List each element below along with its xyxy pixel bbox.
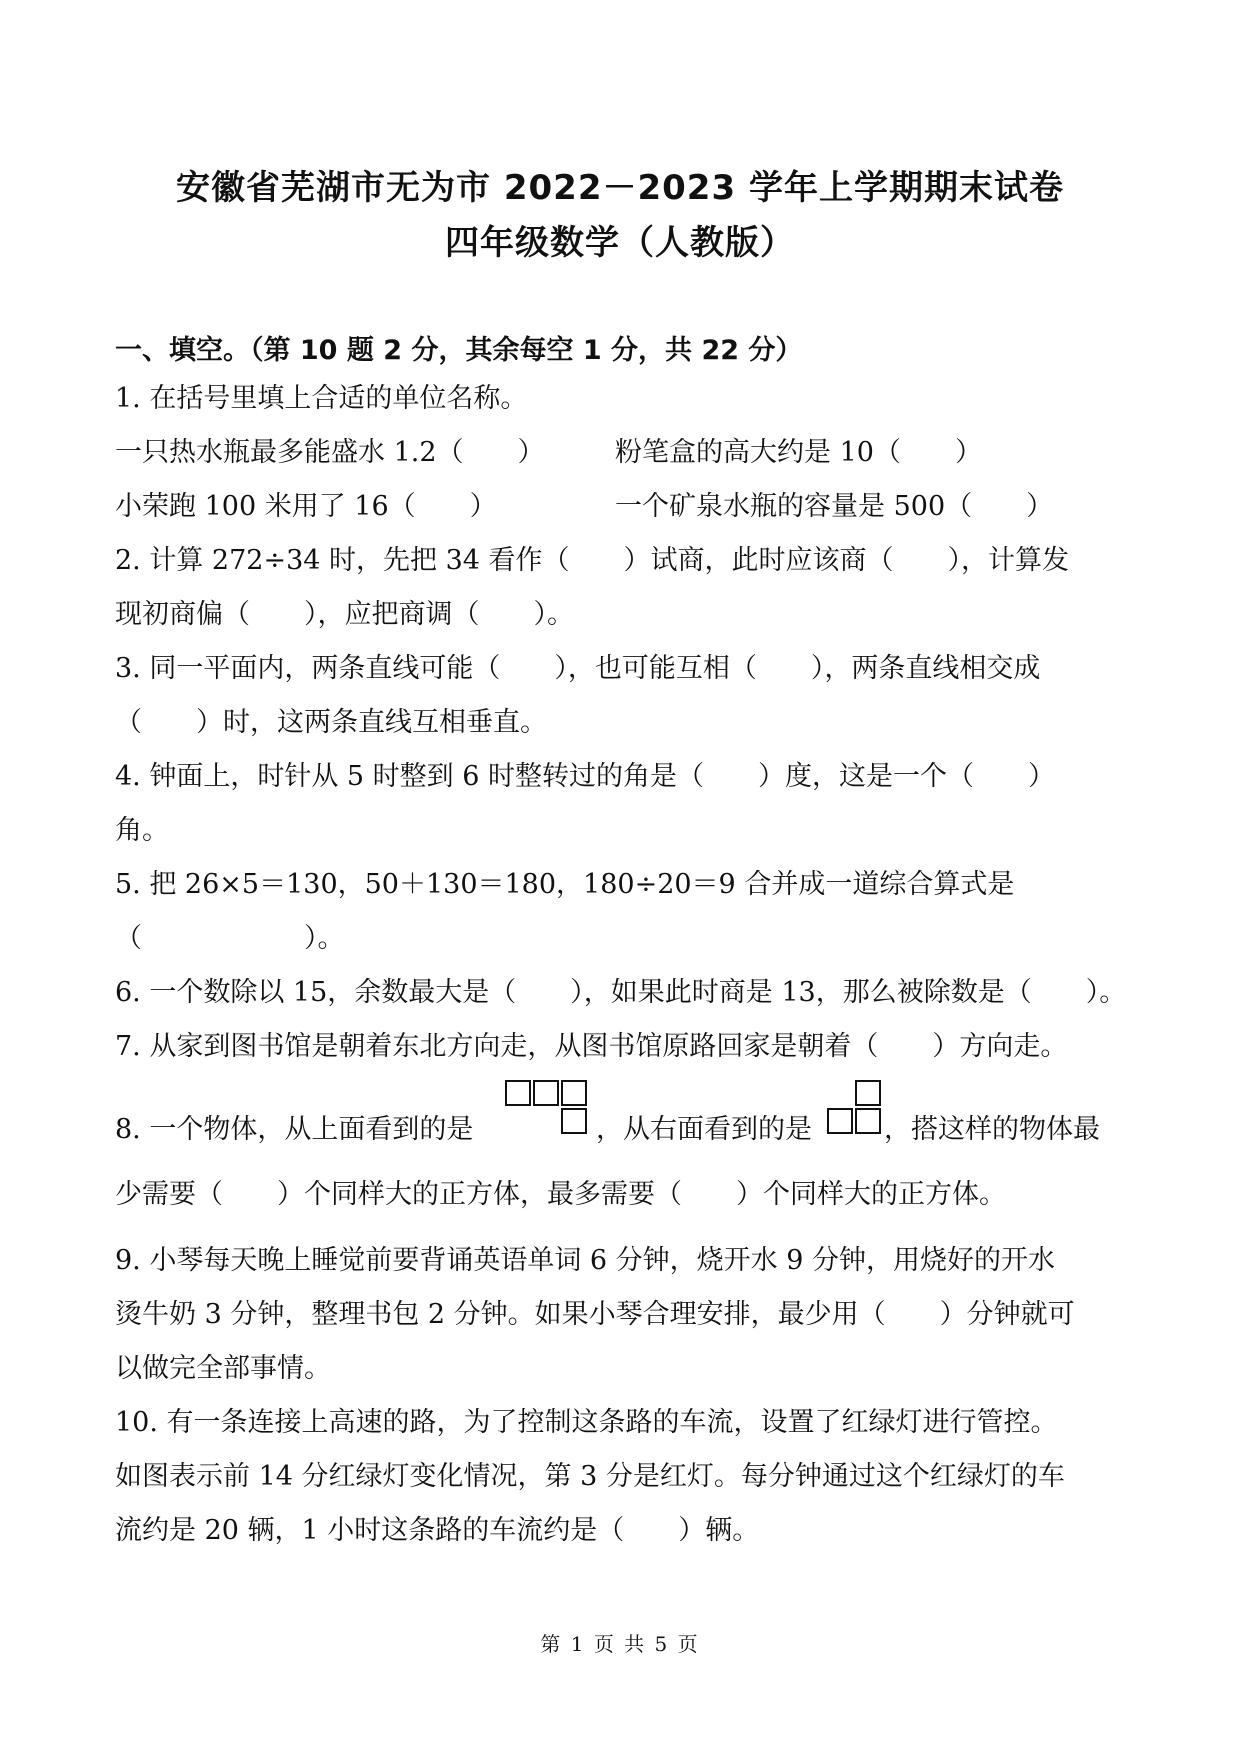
question-5-line-2: （ ）。	[115, 923, 345, 954]
question-5-line-1: 5. 把 26×5＝130，50＋130＝180，180÷20＝9 合并成一道综合算式是	[115, 869, 1015, 900]
question-1-item-a: 一只热水瓶最多能盛水 1.2（ ）	[115, 437, 545, 468]
page-number: 第 1 页 共 5 页	[540, 1632, 700, 1656]
question-9-line-3: 以做完全部事情。	[115, 1353, 331, 1384]
question-8-line-1-part-1: 8. 一个物体，从上面看到的是	[115, 1114, 474, 1145]
question-1-item-b: 粉笔盒的高大约是 10（ ）	[615, 437, 982, 468]
question-6-line-1: 6. 一个数除以 15，余数最大是（ ），如果此时商是 13，那么被除数是（ ）。	[115, 977, 1127, 1008]
question-1-item-c: 小荣跑 100 米用了 16（ ）	[115, 491, 497, 522]
question-8-line-2: 少需要（ ）个同样大的正方体，最多需要（ ）个同样大的正方体。	[115, 1179, 1006, 1210]
question-4-line-2: 角。	[115, 815, 169, 846]
question-10-line-2: 如图表示前 14 分红绿灯变化情况，第 3 分是红灯。每分钟通过这个红绿灯的车	[115, 1461, 1065, 1492]
question-3-line-1: 3. 同一平面内，两条直线可能（ ），也可能互相（ ），两条直线相交成	[115, 653, 1041, 684]
question-1-item-d: 一个矿泉水瓶的容量是 500（ ）	[615, 491, 1054, 522]
question-3-line-2: （ ）时，这两条直线互相垂直。	[115, 707, 547, 738]
exam-title: 安徽省芜湖市无为市 2022－2023 学年上学期期末试卷	[176, 168, 1064, 208]
question-8-line-1-part-3: ，搭这样的物体最	[884, 1114, 1100, 1145]
question-2-line-1: 2. 计算 272÷34 时，先把 34 看作（ ）试商，此时应该商（ ），计算发	[115, 545, 1070, 576]
question-9-line-2: 烫牛奶 3 分钟，整理书包 2 分钟。如果小琴合理安排，最少用（ ）分钟就可	[115, 1299, 1075, 1330]
question-7-line-1: 7. 从家到图书馆是朝着东北方向走，从图书馆原路回家是朝着（ ）方向走。	[115, 1031, 1068, 1062]
question-10-line-1: 10. 有一条连接上高速的路，为了控制这条路的车流，设置了红绿灯进行管控。	[115, 1407, 1058, 1438]
question-8-line-1-part-2: ，从右面看到的是	[596, 1114, 812, 1145]
question-1-stem: 1. 在括号里填上合适的单位名称。	[115, 383, 528, 414]
question-9-line-1: 9. 小琴每天晚上睡觉前要背诵英语单词 6 分钟，烧开水 9 分钟，用烧好的开水	[115, 1245, 1056, 1276]
question-10-line-3: 流约是 20 辆，1 小时这条路的车流约是（ ）辆。	[115, 1515, 760, 1546]
exam-subtitle: 四年级数学（人教版）	[445, 223, 795, 263]
top-view-figure	[505, 1080, 593, 1140]
question-4-line-1: 4. 钟面上，时针从 5 时整到 6 时整转过的角是（ ）度，这是一个（ ）	[115, 761, 1056, 792]
section-heading: 一、填空。（第 10 题 2 分，其余每空 1 分，共 22 分）	[115, 335, 803, 366]
question-2-line-2: 现初商偏（ ），应把商调（ ）。	[115, 599, 574, 630]
right-view-figure	[827, 1080, 887, 1140]
